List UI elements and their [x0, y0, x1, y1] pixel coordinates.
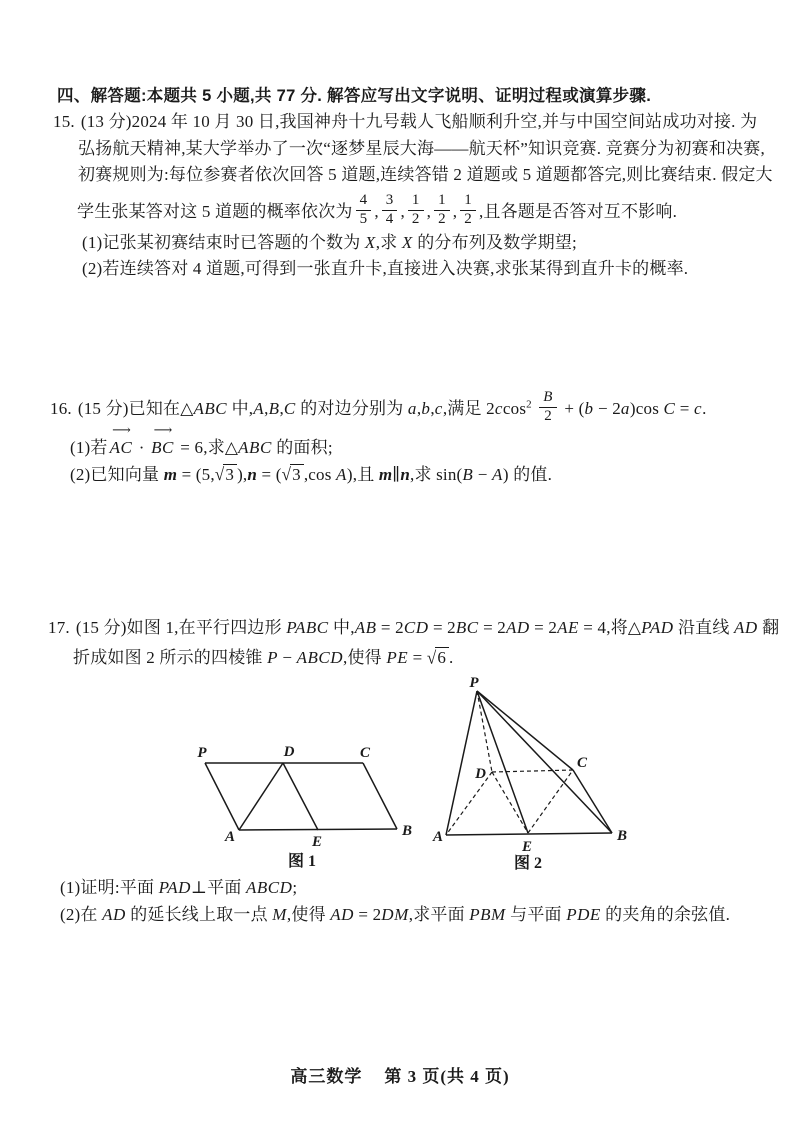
fig2-edge-DC-dashed [492, 770, 573, 772]
fig2-label-C: C [577, 755, 588, 771]
fig1-edge-DE [283, 763, 318, 830]
fig2-label-B: B [617, 828, 628, 844]
footer-course: 高三数学 [290, 1067, 363, 1086]
fig2-edge-PB [477, 691, 612, 833]
fig1-label-A: A [224, 829, 236, 845]
fig1-edge-CB [363, 763, 397, 829]
problem-16-question-1: (1)若 ⟶ AC · ⟶ BC = 6,求△ABC 的面积; [70, 422, 333, 457]
problem-15-line-2: 弘扬航天精神,某大学举办了一次“逐梦星辰大海——航天杯”知识竞赛. 竞赛分为初赛和决赛, [78, 139, 765, 158]
fig1-label-C: C [359, 745, 371, 761]
problem-16-question-2: (2)已知向量 m = (5,√3 ),n = (√3 ,cos A),且 m∥n,求 sin(B − A) 的值. [70, 464, 553, 485]
problem-16-text-1: (15 分)已知在△ABC 中,A,B,C 的对边分别为 a,b,c,满足 2ccos$^2$ $\frac{B}{2}$ + (b − 2a)cos C = c. [77, 389, 707, 424]
fig1-edge-PA [205, 763, 239, 830]
problem-15-line-3: 初赛规则为:每位参赛者依次回答 5 道题,连续答错 2 道题或 5 道题都答完,则比赛结束. 假定大 [78, 165, 773, 184]
fig2-label-E: E [521, 839, 533, 855]
section-heading: 四、解答题:本题共 5 小题,共 77 分. 解答应写出文字说明、证明过程或演算步骤. [57, 87, 652, 105]
problem-17-text-1: (15 分)如图 1,在平行四边形 PABC 中,AB = 2CD = 2BC = 2AD = 2AE = 4,将△PAD 沿直线 AD 翻 [75, 618, 780, 637]
problem-16-number: 16. [50, 399, 72, 419]
fig1-label-P: P [197, 745, 207, 761]
fig2-label-D: D [475, 766, 486, 782]
problem-15-number: 15. [53, 112, 75, 131]
problem-16-line-1 [50, 389, 707, 428]
problem-15-text-1: (13 分)2024 年 10 月 30 日,我国神舟十九号载人飞船顺利升空,并与中国空间站成功对接. 为 [80, 112, 758, 131]
problem-17-line-1 [48, 616, 779, 640]
problem-15-line-4: 学生张某答对这 5 道题的概率依次为 $\frac{4}{5}$ , $\frac{3}{4}$ , $\frac{1}{2}$ , $\frac{1}{2}$ , $\frac{1}{2}$ ,且各题是否答对互不影响. [77, 192, 678, 227]
fig2-label-A: A [432, 829, 444, 845]
fig1-label-E: E [311, 834, 323, 850]
fig1-label-B: B [402, 823, 413, 839]
figure-2-diagram [425, 668, 640, 878]
footer-page-number: 第 3 页(共 4 页) [384, 1067, 510, 1086]
fig2-label-P: P [469, 675, 479, 691]
figure-2-caption: 图 2 [513, 855, 543, 872]
fig2-edge-EC-dashed [528, 770, 573, 833]
problem-15-line-1 [53, 110, 757, 134]
fig2-edge-PD-dashed [477, 691, 492, 772]
fig2-edge-CB [573, 770, 612, 833]
fig1-edge-DA [239, 763, 283, 830]
problem-17-number: 17. [48, 618, 70, 637]
problem-17-question-2: (2)在 AD 的延长线上取一点 M,使得 AD = 2DM,求平面 PBM 与平面 PDE 的夹角的余弦值. [60, 905, 731, 924]
figure-1-caption: 图 1 [287, 853, 317, 870]
problem-17-line-2: 折成如图 2 所示的四棱锥 P − ABCD,使得 PE = √6 . [73, 647, 454, 668]
figure-1-diagram [170, 735, 420, 875]
fig2-edge-AB [446, 833, 612, 835]
problem-17-question-1: (1)证明:平面 PAD⊥平面 ABCD; [60, 878, 298, 897]
fig1-label-D: D [283, 744, 295, 760]
page-footer [0, 1062, 800, 1087]
problem-15-question-2: (2)若连续答对 4 道题,可得到一张直升卡,直接进入决赛,求张某得到直升卡的概率. [82, 259, 689, 278]
problem-15-question-1: (1)记张某初赛结束时已答题的个数为 X,求 X 的分布列及数学期望; [82, 233, 577, 252]
